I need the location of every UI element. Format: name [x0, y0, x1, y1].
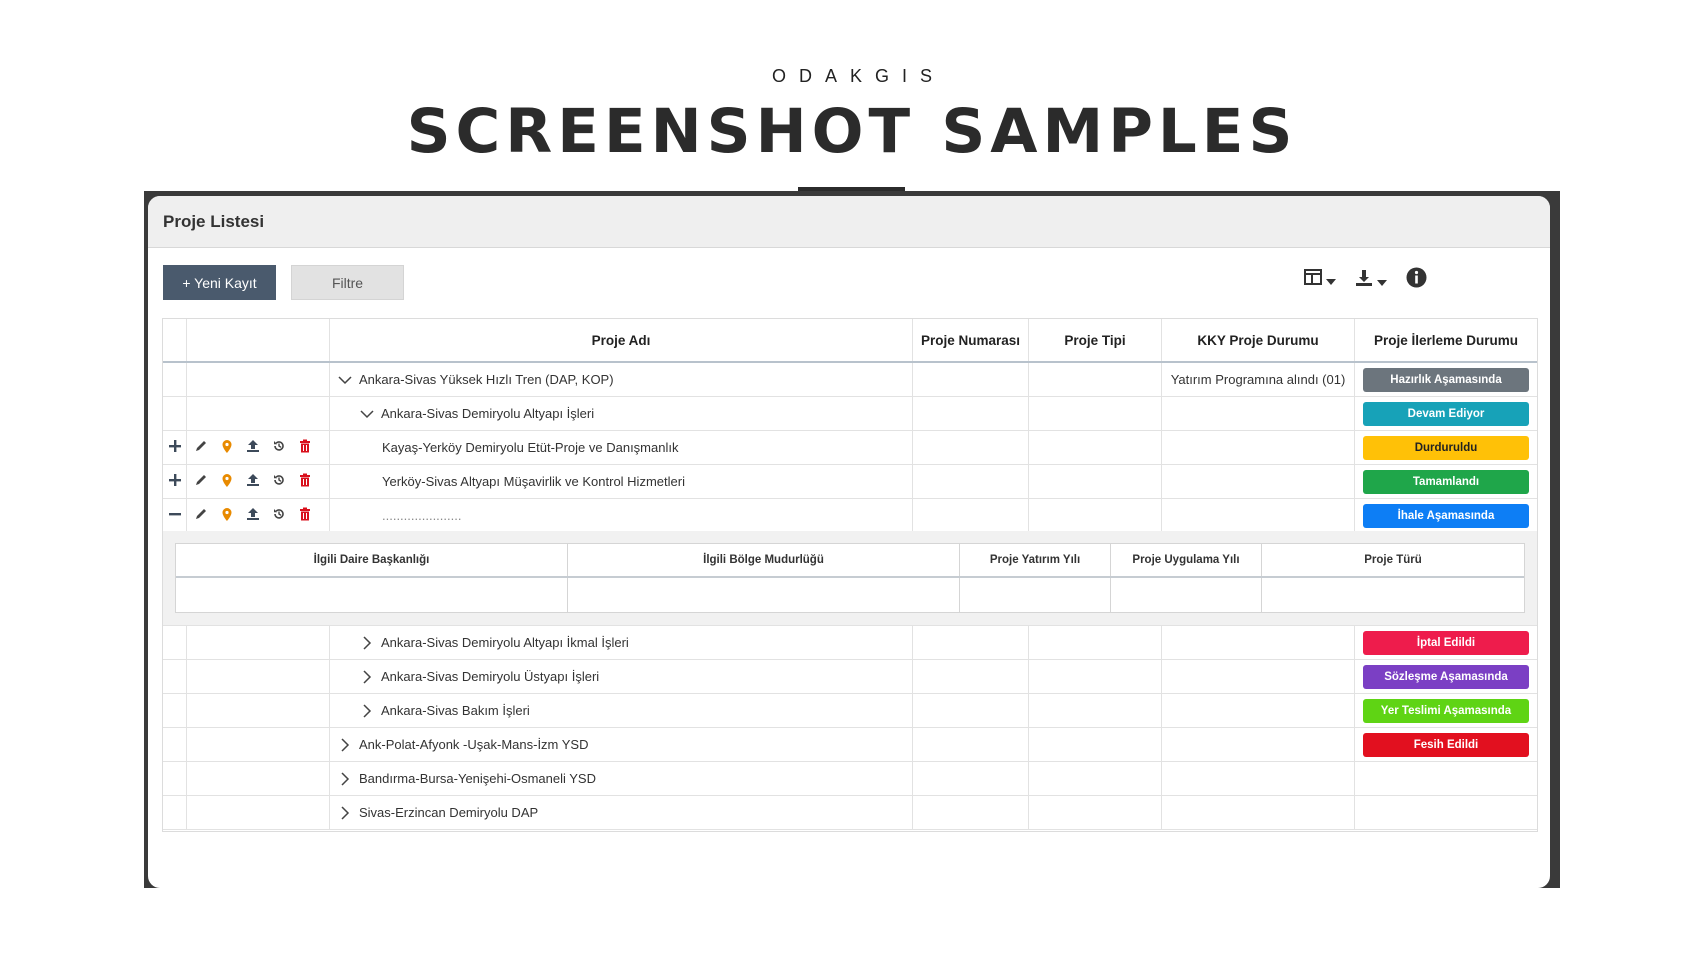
detail-table [175, 543, 1525, 613]
history-icon [272, 439, 286, 456]
expand-detail-button[interactable] [163, 431, 187, 464]
trash-icon [299, 507, 311, 524]
row-actions [187, 465, 330, 498]
chevron-right-icon[interactable] [359, 669, 375, 685]
map-pin-icon [221, 507, 233, 525]
chevron-down-icon[interactable] [337, 372, 353, 388]
project-name: Bandırma-Bursa-Yenişehi-Osmaneli YSD [359, 771, 596, 786]
row-actions [187, 431, 330, 464]
location-button[interactable] [217, 438, 237, 458]
chevron-right-icon[interactable] [337, 737, 353, 753]
location-button[interactable] [217, 506, 237, 526]
upload-icon [246, 473, 260, 490]
table-row[interactable] [163, 626, 1537, 660]
detail-row [176, 578, 1524, 612]
table-row[interactable] [163, 728, 1537, 762]
status-badge: Yer Teslimi Aşamasında [1363, 699, 1529, 723]
column-header[interactable]: KKY Proje Durumu [1162, 319, 1355, 361]
upload-button[interactable] [243, 438, 263, 458]
project-tree-grid [162, 318, 1538, 832]
map-pin-icon [221, 439, 233, 457]
table-row[interactable] [163, 796, 1537, 830]
table-row[interactable] [163, 762, 1537, 796]
chevron-down-icon[interactable] [359, 406, 375, 422]
detail-column-header: İlgili Daire Başkanlığı [176, 544, 568, 576]
edit-button[interactable] [191, 438, 211, 458]
detail-column-header: Proje Uygulama Yılı [1111, 544, 1262, 576]
history-icon [272, 473, 286, 490]
minus-icon [168, 507, 182, 524]
column-header[interactable]: Proje Tipi [1029, 319, 1162, 361]
project-name: Ankara-Sivas Demiryolu Üstyapı İşleri [381, 669, 600, 684]
detail-panel [163, 531, 1537, 626]
columns-icon [1304, 269, 1322, 290]
edit-button[interactable] [191, 472, 211, 492]
status-badge: Durduruldu [1363, 436, 1529, 460]
project-name: Sivas-Erzincan Demiryolu DAP [359, 805, 539, 820]
column-header[interactable]: Proje Numarası [913, 319, 1029, 361]
table-row[interactable] [163, 431, 1537, 465]
delete-button[interactable] [295, 438, 315, 458]
download-icon [1355, 269, 1373, 292]
table-row[interactable] [163, 499, 1537, 533]
project-name: Ankara-Sivas Demiryolu Altyapı İşleri [381, 406, 595, 421]
delete-button[interactable] [295, 472, 315, 492]
detail-column-header: Proje Yatırım Yılı [960, 544, 1111, 576]
status-badge: Hazırlık Aşamasında [1363, 368, 1529, 392]
pencil-icon [194, 473, 208, 490]
filter-button[interactable]: Filtre [291, 265, 404, 300]
delete-button[interactable] [295, 506, 315, 526]
info-icon [1406, 267, 1427, 293]
detail-column-header: İlgili Bölge Mudurlüğü [568, 544, 960, 576]
column-header[interactable]: Proje İlerleme Durumu [1373, 332, 1519, 348]
table-row[interactable] [163, 694, 1537, 728]
map-pin-icon [221, 473, 233, 491]
expand-detail-button[interactable] [163, 465, 187, 498]
table-row[interactable] [163, 465, 1537, 499]
table-row[interactable] [163, 363, 1537, 397]
detail-column-header: Proje Türü [1364, 554, 1422, 566]
column-header[interactable]: Proje Adı [330, 319, 913, 361]
table-row[interactable] [163, 660, 1537, 694]
status-badge: İhale Aşamasında [1363, 504, 1529, 528]
pencil-icon [194, 439, 208, 456]
toolbar [163, 265, 1535, 301]
collapse-detail-button[interactable] [163, 499, 187, 532]
project-name: Ankara-Sivas Yüksek Hızlı Tren (DAP, KOP) [359, 372, 614, 387]
project-name: Ankara-Sivas Demiryolu Altyapı İkmal İşleri [381, 635, 629, 650]
project-name: Ankara-Sivas Bakım İşleri [381, 703, 530, 718]
chevron-right-icon[interactable] [337, 805, 353, 821]
project-list-panel [148, 196, 1550, 888]
status-badge: Sözleşme Aşamasında [1363, 665, 1529, 689]
project-name: ...................... [382, 508, 462, 523]
history-button[interactable] [269, 438, 289, 458]
status-badge: Tamamlandı [1363, 470, 1529, 494]
trash-icon [299, 473, 311, 490]
project-name: Kayaş-Yerköy Demiryolu Etüt-Proje ve Danışmanlık [382, 440, 679, 455]
upload-icon [246, 507, 260, 524]
row-actions [187, 499, 330, 532]
status-badge: Fesih Edildi [1363, 733, 1529, 757]
project-name: Yerköy-Sivas Altyapı Müşavirlik ve Kontrol Hizmetleri [382, 474, 685, 489]
trash-icon [299, 439, 311, 456]
brand-name: ODAKGIS [771, 66, 946, 86]
chevron-down-icon [1326, 279, 1336, 285]
chevron-down-icon [1377, 280, 1387, 286]
edit-button[interactable] [191, 506, 211, 526]
history-button[interactable] [269, 506, 289, 526]
pencil-icon [194, 507, 208, 524]
new-record-button[interactable]: + Yeni Kayıt [163, 265, 276, 300]
table-row[interactable] [163, 397, 1537, 431]
column-chooser-button[interactable] [1304, 269, 1336, 290]
status-badge: İptal Edildi [1363, 631, 1529, 655]
history-button[interactable] [269, 472, 289, 492]
upload-icon [246, 439, 260, 456]
info-button[interactable] [1406, 267, 1427, 293]
plus-icon [168, 473, 182, 490]
export-button[interactable] [1355, 269, 1387, 292]
history-icon [272, 507, 286, 524]
plus-icon [168, 439, 182, 456]
chevron-right-icon[interactable] [359, 635, 375, 651]
page-headline: SCREENSHOT SAMPLES [406, 96, 1298, 167]
panel-title: Proje Listesi [148, 196, 1550, 248]
project-name: Ank-Polat-Afyonk -Uşak-Mans-İzm YSD [359, 737, 589, 752]
status-badge: Devam Ediyor [1363, 402, 1529, 426]
location-button[interactable] [217, 472, 237, 492]
grid-header [163, 319, 1537, 363]
upload-button[interactable] [243, 506, 263, 526]
kky-status: Yatırım Programına alındı (01) [1170, 372, 1346, 387]
upload-button[interactable] [243, 472, 263, 492]
chevron-right-icon[interactable] [337, 771, 353, 787]
chevron-right-icon[interactable] [359, 703, 375, 719]
